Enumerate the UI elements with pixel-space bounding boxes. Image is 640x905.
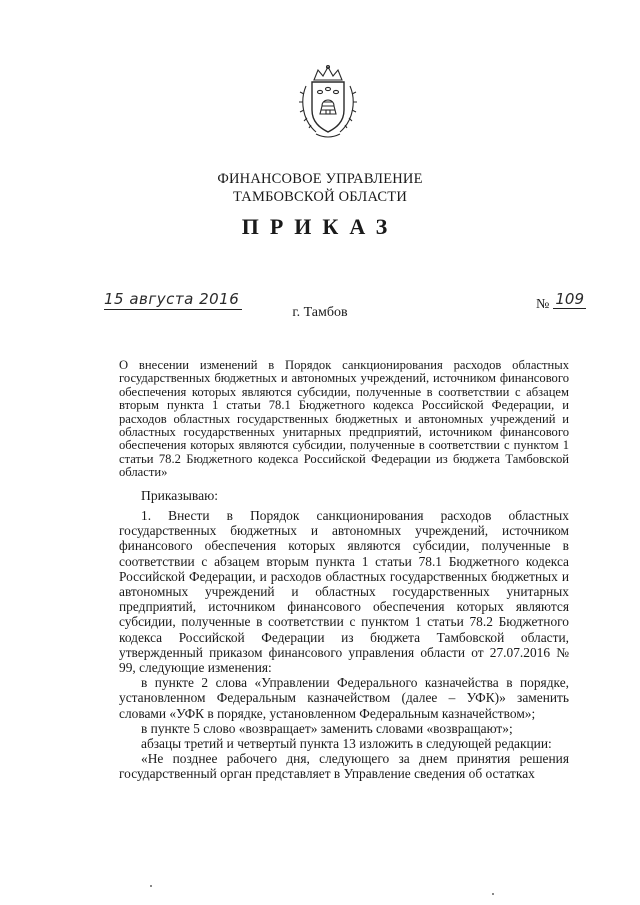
paragraph-2: в пункте 2 слова «Управлении Федерального казначейства в порядке, установленном Федеральным казначейством (далее – УФК)» заменить словами «УФК в порядке, установленном Федеральным казначейством»; [119,675,569,721]
document-title: О внесении изменений в Порядок санкционирования расходов областных государственных бюджетных и автономных учреждений, источником финансового обеспечения которых являются субсидии, полученные в соответствии с абзацем вторым пункта 1 статьи 78.1 Бюджетного кодекса Российской Федерации, и расходов областных государственных бюджетных и автономных учреждений и областных государственных унитарных предприятий, источником финансового обеспечения которых являются субсидии, полученные в соответствии с пунктом 1 статьи 78.2 Бюджетного кодекса Российской Федерации из бюджета Тамбовской области» [119,358,569,480]
handwritten-date: 15 августа 2016 [104,290,242,310]
paragraph-1: 1. Внести в Порядок санкционирования расходов областных государственных бюджетных и автономных учреждений, источником финансового обеспечения которых являются субсидии, полученные в соответствии с абзацем вторым пункта 1 статьи 78.1 Бюджетного кодекса Российской Федерации, и расходов областных государственных бюджетных и автономных учреждений и областных государственных унитарных предприятий, источником финансового обеспечения которых являются субсидии, полученные в соответствии с пунктом 1 статьи 78.2 Бюджетного кодекса Российской Федерации из бюджета Тамбовской области, утвержденный приказом финансового управления области от 27.07.2016 № 99, следующие изменения: [119,508,569,676]
handwritten-number: 109 [555,290,584,308]
scan-speck [150,885,152,887]
order-word: Приказываю: [141,488,219,503]
city-line: г. Тамбов [292,305,348,320]
document-body [119,508,569,782]
number-sign: № [536,297,550,312]
org-name-line-2: ТАМБОВСКОЙ ОБЛАСТИ [232,189,408,205]
org-name-line-1: ФИНАНСОВОЕ УПРАВЛЕНИЕ [217,171,423,187]
paragraph-3: в пункте 5 слово «возвращает» заменить словами «возвращают»; [141,720,513,736]
document-number [536,290,586,312]
document-type-heading: ПРИКАЗ [241,214,399,239]
scan-speck [492,893,494,895]
paragraph-5: «Не позднее рабочего дня, следующего за днем принятия решения государственный орган представляет в Управление сведения об остатках [119,751,569,782]
issuing-organization [0,170,640,206]
coat-of-arms-emblem [296,64,360,140]
paragraph-4: абзацы третий и четвертый пункта 13 изложить в следующей редакции: [141,736,552,752]
